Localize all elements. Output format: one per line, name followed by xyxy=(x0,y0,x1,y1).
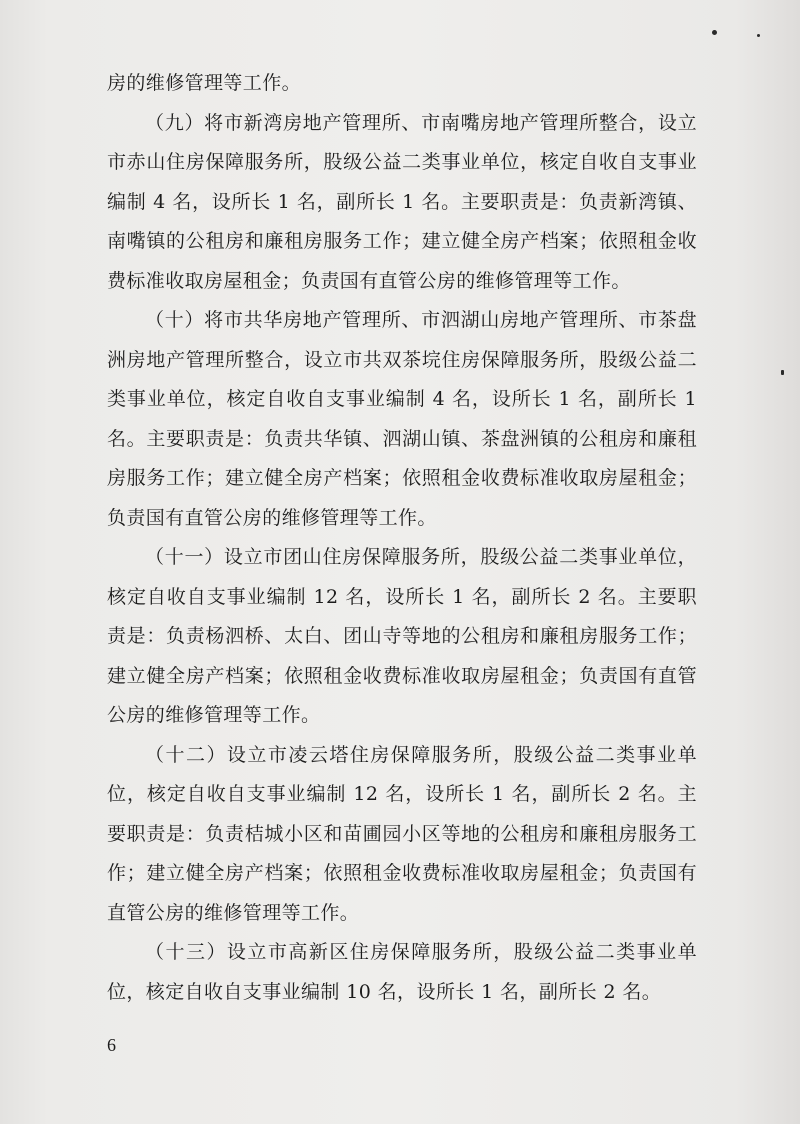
page-number: 6 xyxy=(107,1035,116,1055)
paragraph-item-11: （十一）设立市团山住房保障服务所，股级公益二类事业单位，核定自收自支事业编制 12 名，设所长 1 名，副所长 2 名。主要职责是：负责杨泗桥、太白、团山寺等地的公租房和廉租房服务工作；建立健全房产档案；依照租金收费标准收取房屋租金；负责国有直管公房的维修管理等工作。 xyxy=(107,546,697,726)
paragraph-item-10: （十）将市共华房地产管理所、市泗湖山房地产管理所、市茶盘洲房地产管理所整合，设立市共双茶垸住房保障服务所，股级公益二类事业单位，核定自收自支事业编制 4 名，设所长 1 名，副所长 1 名。主要职责是：负责共华镇、泗湖山镇、茶盘洲镇的公租房和廉租房服务工作；建立健全房产档案；依照租金收费标准收取房屋租金；负责国有直管公房的维修管理等工作。 xyxy=(107,309,697,529)
document-body xyxy=(107,64,697,1012)
paragraph-item-13: （十三）设立市高新区住房保障服务所，股级公益二类事业单位，核定自收自支事业编制 10 名，设所长 1 名，副所长 2 名。 xyxy=(107,941,697,1003)
paragraph-item-9: （九）将市新湾房地产管理所、市南嘴房地产管理所整合，设立市赤山住房保障服务所，股级公益二类事业单位，核定自收自支事业编制 4 名，设所长 1 名，副所长 1 名。主要职责是：负责新湾镇、南嘴镇的公租房和廉租房服务工作；建立健全房产档案；依照租金收费标准收取房屋租金；负责国有直管公房的维修管理等工作。 xyxy=(107,111,697,292)
scan-speck xyxy=(781,370,784,375)
paragraph-item-12: （十二）设立市凌云塔住房保障服务所，股级公益二类事业单位，核定自收自支事业编制 12 名，设所长 1 名，副所长 2 名。主要职责是：负责桔城小区和苗圃园小区等地的公租房和廉租房服务工作；建立健全房产档案；依照租金收费标准收取房屋租金；负责国有直管公房的维修管理等工作。 xyxy=(107,743,697,924)
paragraph-continuation: 房的维修管理等工作。 xyxy=(107,72,302,94)
scan-speck xyxy=(757,34,760,37)
scan-speck xyxy=(712,30,717,35)
